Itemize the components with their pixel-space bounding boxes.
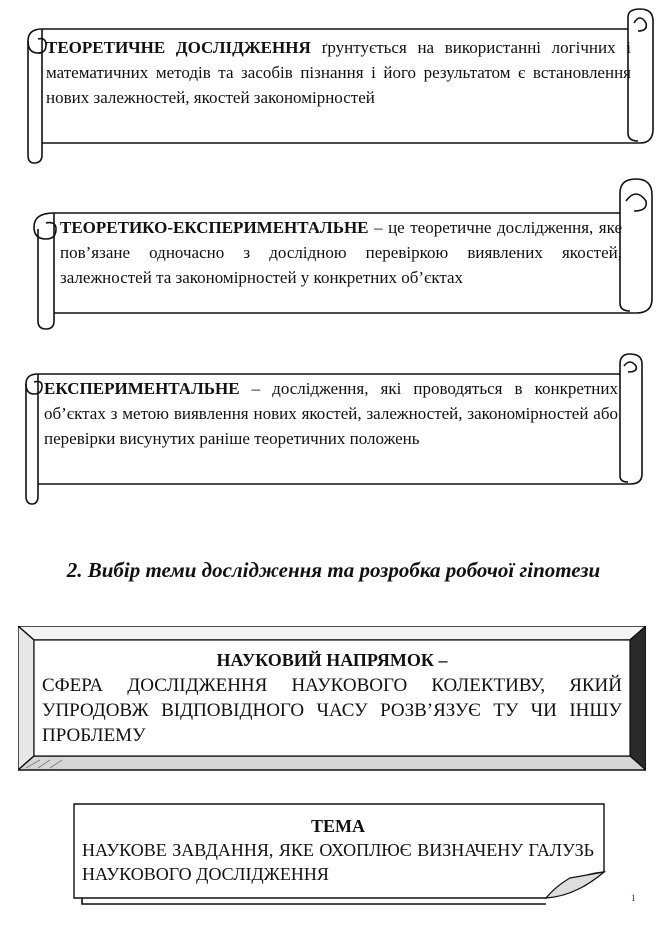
scroll-text <box>60 215 622 290</box>
scroll-term: ЕКСПЕРИМЕНТАЛЬНЕ <box>44 379 240 398</box>
scroll-theoretical <box>8 5 660 165</box>
topic-content <box>82 814 594 886</box>
scroll-text <box>44 376 618 451</box>
research-direction-content <box>42 648 622 748</box>
topic-title: ТЕМА <box>311 816 365 836</box>
research-direction-text: СФЕРА ДОСЛІДЖЕННЯ НАУКОВОГО КОЛЕКТИВУ, ЯКИЙ УПРОДОВЖ ВІДПОВІДНОГО ЧАСУ РОЗВ’ЯЗУЄ ТУ ЧИ ІНШУ ПРОБЛЕМУ <box>42 675 622 746</box>
scroll-text <box>46 35 631 110</box>
topic-text: НАУКОВЕ ЗАВДАННЯ, ЯКЕ ОХОПЛЮЄ ВИЗНАЧЕНУ ГАЛУЗЬ НАУКОВОГО ДОСЛІДЖЕННЯ <box>82 840 594 884</box>
page-mark: 1 <box>631 893 636 903</box>
scroll-theoretical-experimental <box>8 173 660 333</box>
scroll-term: ТЕОРЕТИЧНЕ ДОСЛІДЖЕННЯ <box>46 38 311 57</box>
research-direction-box <box>18 626 646 776</box>
section-heading: 2. Вибір теми дослідження та розробка робочої гіпотези <box>66 558 601 582</box>
scroll-definition: – дослідження, які проводяться в конкретних об’єктах з метою виявлення нових якостей, залежностей, закономірностей або перевірки висунутих раніше теоретичних положень <box>44 379 619 448</box>
research-direction-title: НАУКОВИЙ НАПРЯМОК – <box>216 650 448 670</box>
scroll-definition: – це теоретичне дослідження, яке пов’язане одночасно з дослідною перевіркою виявлених якостей, залежностей та закономірностей у конкретних об’єктах <box>60 218 623 287</box>
scroll-experimental <box>8 350 660 510</box>
scroll-term: ТЕОРЕТИКО-ЕКСПЕРИМЕНТАЛЬНЕ <box>60 218 369 237</box>
scroll-definition: ґрунтується на використанні логічних і математичних методів та засобів пізнання і його результатом є встановлення нових залежностей, якостей закономірностей <box>46 38 631 107</box>
topic-box <box>70 800 610 910</box>
